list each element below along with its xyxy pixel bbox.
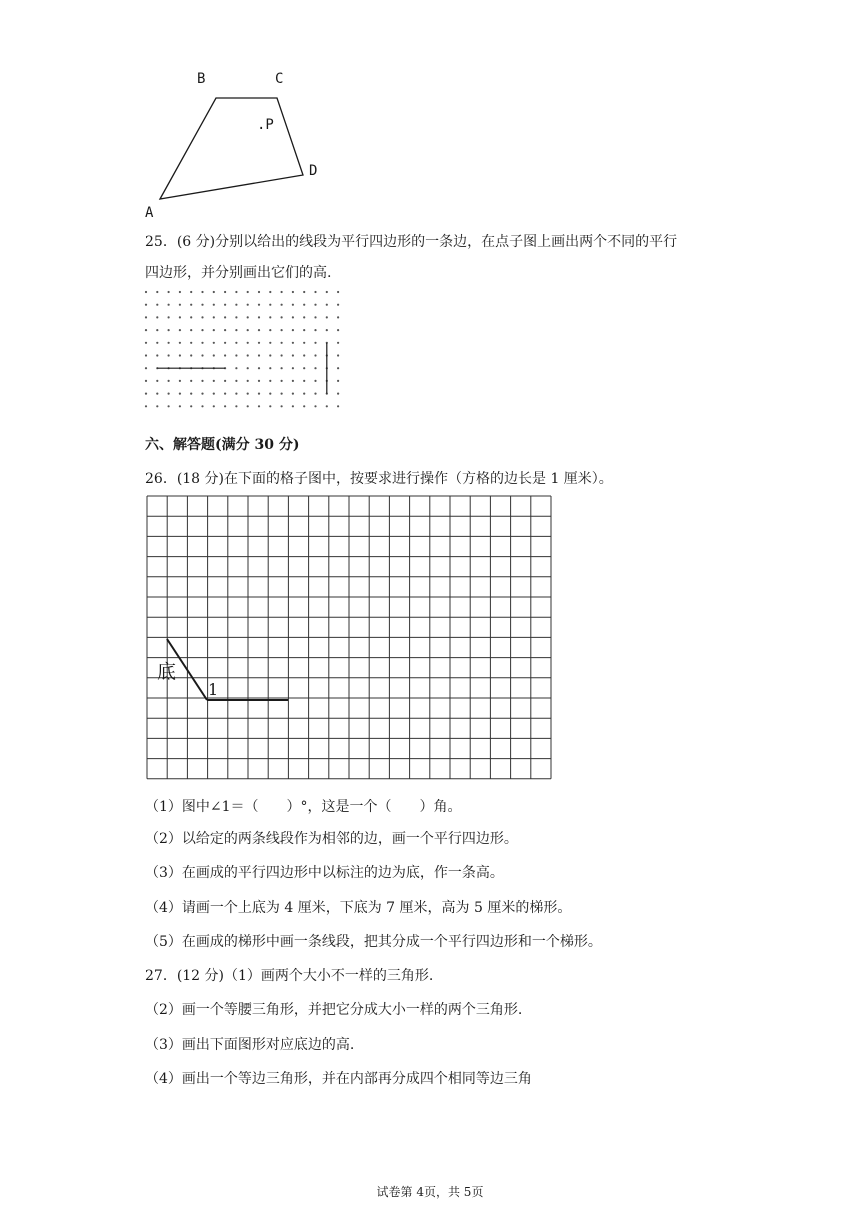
dot	[235, 304, 237, 306]
dot	[314, 316, 316, 318]
dot	[292, 304, 294, 306]
vertex-label-c: C	[275, 71, 284, 87]
dot	[201, 291, 203, 293]
dot	[179, 393, 181, 395]
dot	[145, 393, 147, 395]
dot	[201, 329, 203, 331]
dot	[201, 380, 203, 382]
dot	[190, 342, 192, 344]
dot	[314, 367, 316, 369]
dot	[145, 329, 147, 331]
dot	[247, 291, 249, 293]
dot	[213, 329, 215, 331]
dot	[224, 354, 226, 356]
dot	[247, 329, 249, 331]
dot	[303, 342, 305, 344]
point-label-p: .P	[257, 117, 274, 133]
dot	[224, 405, 226, 407]
dot	[213, 380, 215, 382]
dot	[269, 393, 271, 395]
dot	[224, 316, 226, 318]
dot	[337, 342, 339, 344]
dot	[292, 380, 294, 382]
q25-line1: 25．(6 分)分别以给出的线段为平行四边形的一条边，在点子图上画出两个不同的平行	[145, 234, 678, 250]
dot-paper-grid	[140, 285, 350, 425]
dot	[258, 393, 260, 395]
dot	[190, 380, 192, 382]
dot	[281, 329, 283, 331]
dot	[269, 380, 271, 382]
dot	[190, 393, 192, 395]
q26-item-5: （5）在画成的梯形中画一条线段，把其分成一个平行四边形和一个梯形。	[145, 934, 602, 950]
quadrilateral-abcd	[160, 98, 303, 199]
dot	[326, 329, 328, 331]
dot	[258, 367, 260, 369]
dot	[303, 316, 305, 318]
dot	[269, 316, 271, 318]
dot	[190, 329, 192, 331]
dot	[314, 393, 316, 395]
dot	[179, 405, 181, 407]
dot	[190, 304, 192, 306]
dot	[314, 291, 316, 293]
dot	[247, 380, 249, 382]
dot	[201, 342, 203, 344]
dot	[224, 291, 226, 293]
q25-line2: 四边形，并分别画出它们的高.	[145, 265, 332, 281]
square-grid	[140, 490, 560, 790]
q27-item-2: （2）画一个等腰三角形，并把它分成大小一样的两个三角形.	[145, 1002, 523, 1018]
q26-item-4: （4）请画一个上底为 4 厘米，下底为 7 厘米，高为 5 厘米的梯形。	[145, 900, 572, 916]
dot	[303, 367, 305, 369]
dot	[168, 354, 170, 356]
dot	[201, 316, 203, 318]
dot	[292, 316, 294, 318]
base-label: 底	[157, 661, 177, 683]
quadrilateral-figure	[140, 62, 340, 222]
dot	[156, 316, 158, 318]
dot	[145, 342, 147, 344]
dot	[337, 329, 339, 331]
dot	[247, 393, 249, 395]
dot	[179, 304, 181, 306]
dot	[145, 354, 147, 356]
dot	[235, 329, 237, 331]
dot	[303, 291, 305, 293]
dot	[168, 329, 170, 331]
dot	[292, 367, 294, 369]
q26-item-3: （3）在画成的平行四边形中以标注的边为底，作一条高。	[145, 865, 504, 881]
dot	[201, 304, 203, 306]
q27-intro: 27．(12 分)（1）画两个大小不一样的三角形.	[145, 968, 434, 984]
dot	[281, 380, 283, 382]
dot	[281, 342, 283, 344]
vertex-label-a: A	[145, 205, 154, 221]
dot	[156, 329, 158, 331]
dot	[292, 405, 294, 407]
dot	[269, 367, 271, 369]
dot	[168, 380, 170, 382]
dot	[168, 291, 170, 293]
angle-label: 1	[208, 680, 219, 699]
dot	[247, 316, 249, 318]
dot	[201, 393, 203, 395]
dot	[314, 304, 316, 306]
dot	[156, 304, 158, 306]
dot	[269, 342, 271, 344]
dot	[337, 367, 339, 369]
q26-item-1: （1）图中∠1＝（ ）°，这是一个（ ）角。	[145, 799, 462, 815]
dot	[247, 354, 249, 356]
dot	[235, 380, 237, 382]
dot	[269, 329, 271, 331]
dot	[235, 291, 237, 293]
dot	[337, 393, 339, 395]
dot	[224, 304, 226, 306]
dot	[292, 354, 294, 356]
dot	[292, 342, 294, 344]
dot	[235, 393, 237, 395]
dot	[235, 367, 237, 369]
dot	[303, 354, 305, 356]
dot	[168, 304, 170, 306]
dot	[258, 354, 260, 356]
dot	[314, 342, 316, 344]
dot	[258, 342, 260, 344]
dot	[314, 329, 316, 331]
dot	[292, 291, 294, 293]
dot	[303, 380, 305, 382]
dot	[224, 329, 226, 331]
dot	[168, 393, 170, 395]
dot	[201, 405, 203, 407]
dot	[337, 405, 339, 407]
dot	[258, 291, 260, 293]
dot	[145, 291, 147, 293]
dot	[303, 329, 305, 331]
dot	[145, 304, 147, 306]
dot	[224, 380, 226, 382]
dot	[258, 380, 260, 382]
dot	[314, 405, 316, 407]
dot	[281, 291, 283, 293]
dot	[269, 304, 271, 306]
dot	[213, 291, 215, 293]
dot	[145, 316, 147, 318]
dot	[247, 342, 249, 344]
dot	[269, 405, 271, 407]
dot	[292, 393, 294, 395]
dot	[247, 405, 249, 407]
dot	[145, 405, 147, 407]
dot	[213, 304, 215, 306]
dot	[281, 393, 283, 395]
dot	[224, 342, 226, 344]
dot	[314, 380, 316, 382]
dot	[179, 342, 181, 344]
dot	[269, 354, 271, 356]
dot	[281, 316, 283, 318]
dot	[281, 367, 283, 369]
dot	[156, 393, 158, 395]
grid-lines	[147, 496, 551, 779]
dot	[156, 405, 158, 407]
dot	[190, 291, 192, 293]
dot	[168, 405, 170, 407]
dot	[201, 354, 203, 356]
dot	[179, 291, 181, 293]
dot	[247, 367, 249, 369]
q27-item-4: （4）画出一个等边三角形，并在内部再分成四个相同等边三角	[145, 1071, 532, 1087]
dot	[326, 291, 328, 293]
vertex-label-d: D	[309, 163, 318, 179]
dot	[326, 405, 328, 407]
dot	[156, 342, 158, 344]
dot	[213, 393, 215, 395]
page-footer: 试卷第 4页，共 5页	[376, 1185, 484, 1199]
dot	[235, 342, 237, 344]
dot	[258, 405, 260, 407]
dot	[235, 405, 237, 407]
dot	[179, 316, 181, 318]
dot	[168, 316, 170, 318]
dot	[281, 354, 283, 356]
dot	[145, 380, 147, 382]
dot	[168, 342, 170, 344]
dot	[145, 367, 147, 369]
dot	[190, 316, 192, 318]
dot	[156, 380, 158, 382]
q26-intro: 26．(18 分)在下面的格子图中，按要求进行操作（方格的边长是 1 厘米）。	[145, 471, 613, 487]
dot	[213, 316, 215, 318]
dot	[156, 354, 158, 356]
dot	[213, 342, 215, 344]
dot	[224, 393, 226, 395]
dot	[337, 354, 339, 356]
q26-item-2: （2）以给定的两条线段作为相邻的边，画一个平行四边形。	[145, 831, 518, 847]
dot	[190, 354, 192, 356]
dot	[235, 316, 237, 318]
dot	[303, 393, 305, 395]
dot	[179, 354, 181, 356]
dot	[213, 405, 215, 407]
dot	[247, 304, 249, 306]
dot	[337, 304, 339, 306]
dot	[337, 316, 339, 318]
dot	[258, 304, 260, 306]
dot	[258, 316, 260, 318]
dot	[314, 354, 316, 356]
dot	[179, 329, 181, 331]
dot	[269, 291, 271, 293]
dot	[179, 380, 181, 382]
vertex-label-b: B	[197, 71, 206, 87]
dot	[281, 405, 283, 407]
dot	[326, 316, 328, 318]
dot	[337, 380, 339, 382]
dot	[258, 329, 260, 331]
dot	[303, 304, 305, 306]
dot	[281, 304, 283, 306]
dot	[213, 354, 215, 356]
dot	[326, 304, 328, 306]
dot	[156, 291, 158, 293]
dot	[337, 291, 339, 293]
dot	[292, 329, 294, 331]
q27-item-3: （3）画出下面图形对应底边的高.	[145, 1037, 355, 1053]
dot	[190, 405, 192, 407]
dot	[235, 354, 237, 356]
section-heading: 六、解答题(满分 30 分)	[145, 437, 300, 453]
dot	[303, 405, 305, 407]
